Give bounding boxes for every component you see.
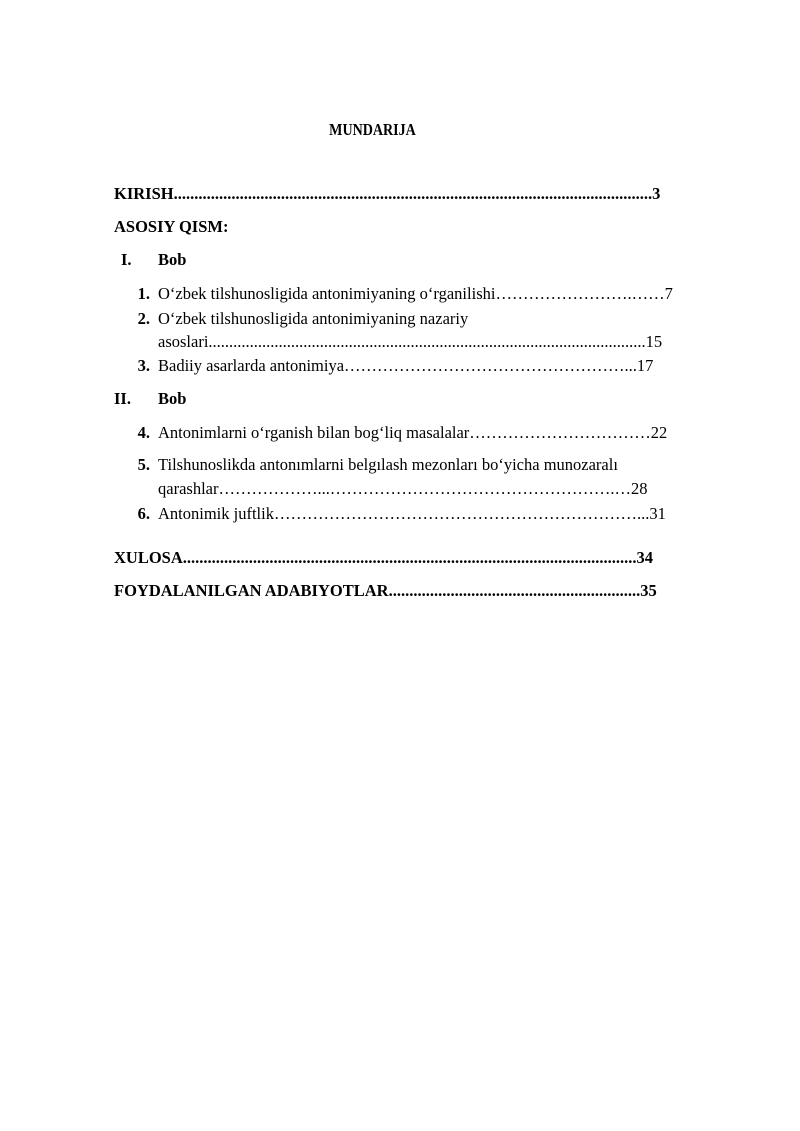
chapter-label-1: Bob xyxy=(158,250,187,269)
toc-entry-text: Antonimik juftlik…………………………………………………………...31 xyxy=(158,504,666,523)
toc-entry-text: O‘zbek tilshunosligida antonimiyaning o‘rganilishi…………………….……7 xyxy=(158,284,673,303)
toc-entry-foydalanilgan-adabiyotlar: FOYDALANILGAN ADABIYOTLAR.............................................................35 xyxy=(114,581,657,600)
toc-entry-number: 1. xyxy=(137,284,150,303)
toc-entry-text-continued: qarashlar………………...…………………………………………….…28 xyxy=(158,479,648,498)
toc-title: MUNDARIJA xyxy=(329,120,416,139)
chapter-label-2: Bob xyxy=(158,389,187,408)
toc-entry-number: 6. xyxy=(137,504,150,523)
toc-entry-xulosa: XULOSA..............................................................................................................34 xyxy=(114,548,654,567)
toc-entry-number: 4. xyxy=(137,423,150,442)
toc-entry-number: 2. xyxy=(137,309,150,328)
toc-entry-kirish: KIRISH....................................................................................................................3 xyxy=(114,184,661,203)
toc-entry-text-continued: asoslari..........................................................................................................15 xyxy=(158,332,663,351)
chapter-numeral-1: I. xyxy=(121,250,132,269)
toc-entry-number: 5. xyxy=(137,455,150,474)
toc-entry-number: 3. xyxy=(137,356,150,375)
toc-entry-text: Badiiy asarlarda antonimiya……………………………………………...17 xyxy=(158,356,654,375)
toc-entry-text: Antonimlarni o‘rganish bilan bog‘liq masalalar……………………………22 xyxy=(158,423,668,442)
section-heading-asosiy: ASOSIY QISM: xyxy=(114,217,229,236)
chapter-numeral-2: II. xyxy=(114,389,131,408)
toc-entry-text: Tilshunoslikda antonımlarni belgılash mezonları bo‘yicha munozaralı xyxy=(158,455,618,474)
toc-entry-text: O‘zbek tilshunosligida antonimiyaning nazariy xyxy=(158,309,469,328)
